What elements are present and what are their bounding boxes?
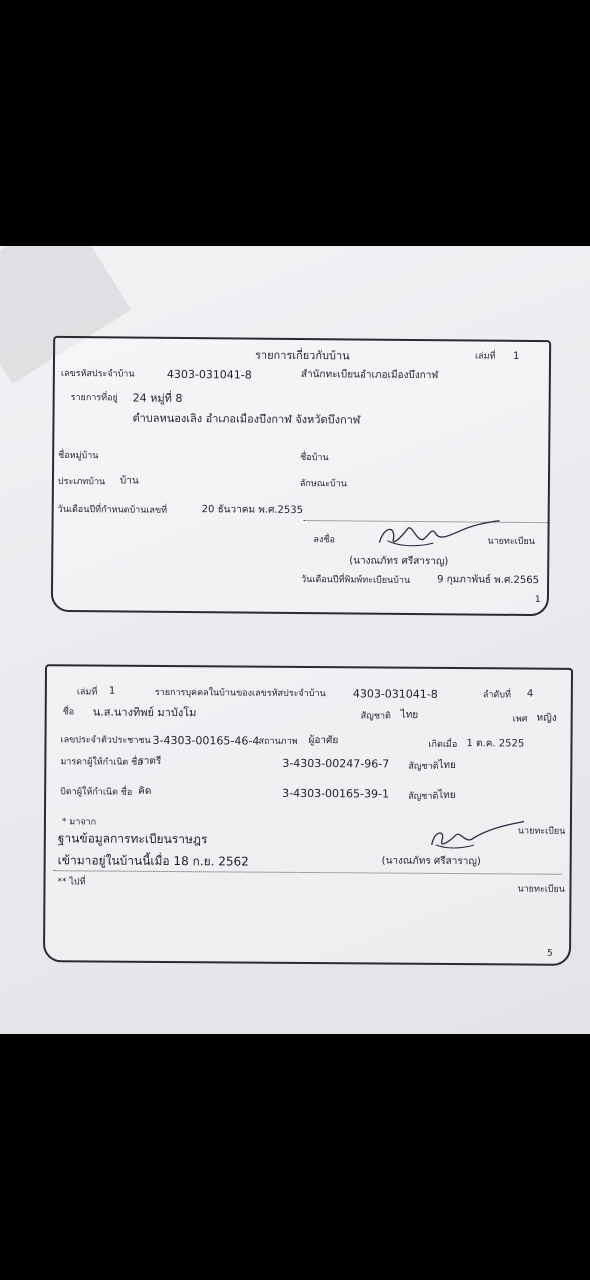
print-date: 9 กุมภาพันธ์ พ.ศ.2565 <box>437 574 540 587</box>
mother-label: มารดาผู้ให้กำเนิด ชื่อ <box>60 757 143 768</box>
birth-label: เกิดเมื่อ <box>428 739 458 751</box>
sex-label: เพศ <box>512 714 528 725</box>
person-house-code: 4303-031041-8 <box>352 687 438 701</box>
assigned-date-label: วันเดือนปีที่กำหนดบ้านเลขที่ <box>57 504 168 516</box>
mother-name: ราตรี <box>138 755 162 767</box>
citizen-id: 3-4303-00165-46-4 <box>152 733 260 748</box>
father-nationality: ไทย <box>438 789 456 802</box>
person-book-number: 1 <box>108 685 116 697</box>
address-line-1: 24 หมู่ที่ 8 <box>132 391 183 405</box>
dotted-divider-2 <box>54 870 562 875</box>
person-registrar-title-1: นายทะเบียน <box>517 826 566 837</box>
book-label: เล่มที่ <box>475 351 496 362</box>
order-label: ลำดับที่ <box>482 690 511 701</box>
order-number: 4 <box>526 688 534 700</box>
registrar-name: (นางณภัทร ศรีสาราญ) <box>349 555 449 568</box>
nationality-label: สัญชาติ <box>360 711 391 722</box>
father-label: บิดาผู้ให้กำเนิด ชื่อ <box>60 787 133 798</box>
person-details-card <box>43 664 573 966</box>
moved-in-date: เข้ามาอยู่ในบ้านนี้เมื่อ 18 ก.ย. 2562 <box>57 853 249 869</box>
father-id: 3-4303-00165-39-1 <box>282 786 390 801</box>
father-nationality-label: สัญชาติ <box>408 791 439 802</box>
father-name: คิด <box>138 785 152 797</box>
print-date-label: วันเดือนปีที่พิมพ์ทะเบียนบ้าน <box>301 575 411 586</box>
house-card-title: รายการเกี่ยวกับบ้าน <box>254 348 350 363</box>
person-registrar-title-2: นายทะเบียน <box>517 884 565 895</box>
from-label: * มาจาก <box>61 817 97 828</box>
nationality: ไทย <box>400 709 419 721</box>
person-name: น.ส.นางทิพย์ มาบังโม <box>92 705 197 720</box>
person-book-label: เล่มที่ <box>76 687 98 698</box>
village-label: ชื่อหมู่บ้าน <box>58 450 99 462</box>
house-type-label: ประเภทบ้าน <box>57 476 106 488</box>
person-registrar-signature <box>426 819 526 854</box>
sex: หญิง <box>536 712 557 724</box>
registrar-title: นายทะเบียน <box>487 536 535 548</box>
house-details-card <box>51 336 551 616</box>
person-registrar-name: (นางณภัทร ศรีสาราญ) <box>381 855 481 868</box>
assigned-date: 20 ธันวาคม พ.ศ.2535 <box>201 504 304 517</box>
house-code-label: เลขรหัสประจำบ้าน <box>60 368 135 380</box>
registration-office: สำนักทะเบียนอำเภอเมืองบึงกาฬ <box>300 368 439 382</box>
id-label: เลขประจำตัวประชาชน <box>60 735 151 746</box>
person-page-number: 5 <box>547 948 553 959</box>
house-type: บ้าน <box>119 475 139 487</box>
person-card-title: รายการบุคคลในบ้านของเลขรหัสประจำบ้าน <box>154 687 326 700</box>
name-label: ชื่อ <box>62 707 75 718</box>
registrar-signature <box>373 517 503 556</box>
house-code: 4303-031041-8 <box>166 367 252 382</box>
from-source: ฐานข้อมูลการทะเบียนราษฎร <box>57 831 208 847</box>
birth-date: 1 ต.ค. 2525 <box>466 738 525 750</box>
house-feature-label: ลักษณะบ้าน <box>299 478 347 490</box>
residence-status: ผู้อาศัย <box>308 735 339 747</box>
book-number: 1 <box>513 350 520 362</box>
status-label: สถานภาพ <box>258 736 298 747</box>
address-line-2: ตำบลหนองเลิง อำเภอเมืองบึงกาฬ จังหวัดบึงกาฬ <box>132 411 361 427</box>
sign-label: ลงชื่อ <box>313 535 335 546</box>
to-label: ** ไปที่ <box>57 877 86 888</box>
house-name-label: ชื่อบ้าน <box>300 452 329 464</box>
address-label: รายการที่อยู่ <box>70 392 118 404</box>
mother-nationality: ไทย <box>438 759 456 772</box>
document-photo <box>0 246 590 1034</box>
page-number: 1 <box>534 595 541 606</box>
mother-nationality-label: สัญชาติ <box>408 761 439 772</box>
mother-id: 3-4303-00247-96-7 <box>282 756 390 771</box>
